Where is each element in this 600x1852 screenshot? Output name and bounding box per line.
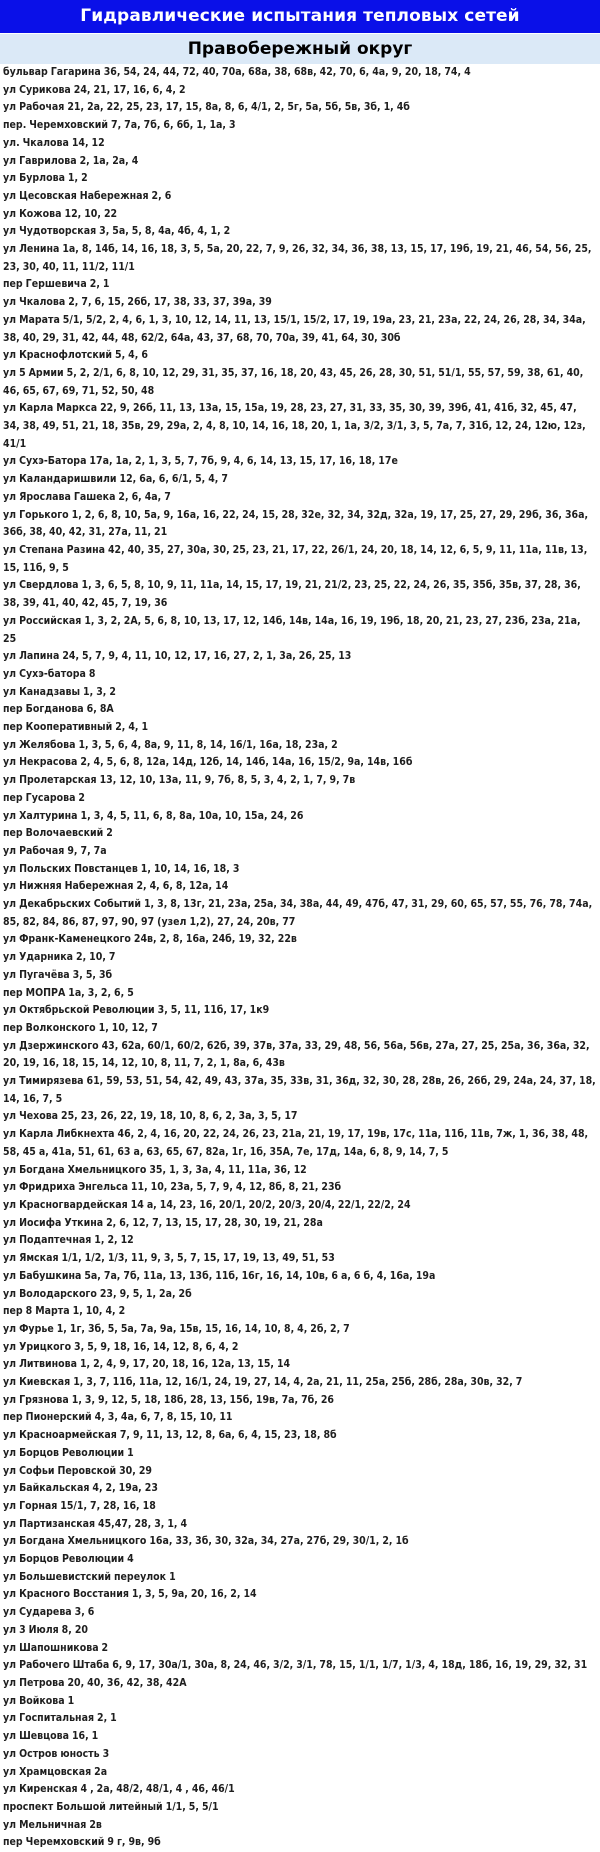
street-row: ул Цесовская Набережная 2, 6 — [3, 189, 172, 202]
street-row: ул Сурикова 24, 21, 17, 16, 6, 4, 2 — [3, 83, 186, 96]
street-row: ул Шапошникова 2 — [3, 1641, 109, 1654]
page-title: Гидравлические испытания тепловых сетей — [0, 0, 600, 34]
street-row: пер Волочаевский 2 — [3, 827, 113, 840]
street-row: ул Войкова 1 — [3, 1694, 75, 1707]
street-row: пер Пионерский 4, 3, 4а, 6, 7, 8, 15, 10, 11 — [3, 1411, 233, 1424]
street-row: ул Кожова 12, 10, 22 — [3, 207, 118, 220]
street-row: ул Российская 1, 3, 2, 2А, 5, 6, 8, 10, 13, 17, 12, 14б, 14в, 14а, 16, 19, 19б, 18, 20, 21, 23, 27, 23б, 23а, 21а, 25 — [3, 614, 581, 645]
street-row: ул Храмцовская 2а — [3, 1765, 108, 1778]
street-row: ул Подаптечная 1, 2, 12 — [3, 1234, 134, 1247]
street-row: бульвар Гагарина 36, 54, 24, 44, 72, 40, 70а, 68а, 38, 68в, 42, 70, 6, 4а, 9, 20, 18, 74, 4 — [3, 66, 471, 78]
street-row: ул Октябрьской Революции 3, 5, 11, 11б, 17, 1к9 — [3, 1004, 270, 1017]
street-row: ул Пугачёва 3, 5, 3б — [3, 968, 113, 981]
street-row: ул Свердлова 1, 3, 6, 5, 8, 10, 9, 11, 11а, 14, 15, 17, 19, 21, 21/2, 23, 25, 22, 24, 26, 35, 35б, 35в, 37, 28, 36, 38, 39, 41, 40, 42, 45, 7, 19, 36 — [3, 579, 581, 610]
street-row: ул Фурье 1, 1г, 3б, 5, 5а, 7а, 9а, 15в, 15, 16, 14, 10, 8, 4, 2б, 2, 7 — [3, 1322, 350, 1335]
street-row: ул Карла Маркса 22, 9, 26б, 11, 13, 13а, 15, 15а, 19, 28, 23, 27, 31, 33, 35, 30, 39, 39б, 41, 41б, 32, 45, 47, 34, 38, 49, 51, 21, 18, 35в, 29, 29а, 2, 4, 8, 10, 14, 16, 18, 20, 1, 1а, 3/2, 3/1, 3, 5, 7а, 7, 31б, 12, 24, 12ю, 12з, 41/1 — [3, 402, 586, 450]
street-row: ул Шевцова 16, 1 — [3, 1730, 99, 1743]
street-row: ул Карла Либкнехта 46, 2, 4, 16, 20, 22, 24, 26, 23, 21а, 21, 19, 17, 19в, 17с, 11а, 11б, 11в, 7ж, 1, 36, 38, 48, 58, 45 а, 41а, 51, 61, 63 а, 63, 65, 67, 82а, 1г, 1б, 35А, 7е, 17д, 14а, 6, 8, 9, 14, 7, 5 — [3, 1128, 589, 1158]
street-row: ул Рабочая 9, 7, 7а — [3, 844, 107, 857]
street-row: пер Черемховский 9 г, 9в, 9б — [3, 1836, 161, 1849]
street-row: ул Красноармейская 7, 9, 11, 13, 12, 8, 6а, 6, 4, 15, 23, 18, 8б — [3, 1429, 337, 1442]
street-row: ул Рабочая 21, 2а, 22, 25, 23, 17, 15, 8а, 8, 6, 4/1, 2, 5г, 5а, 5б, 5в, 3б, 1, 4б — [3, 101, 410, 114]
street-row: ул Киевская 1, 3, 7, 11б, 11а, 12, 16/1, 24, 19, 27, 14, 4, 2а, 21, 11, 25а, 25б, 28б, 28а, 30в, 32, 7 — [3, 1376, 523, 1389]
street-row: пер. Черемховский 7, 7а, 7б, 6, 6б, 1, 1а, 3 — [3, 119, 236, 132]
street-row: ул Урицкого 3, 5, 9, 18, 16, 14, 12, 8, 6, 4, 2 — [3, 1340, 239, 1353]
street-row: ул Борцов Революции 1 — [3, 1446, 134, 1459]
street-row: ул Краснофлотский 5, 4, 6 — [3, 349, 148, 362]
street-row: ул Ленина 1а, 8, 14б, 14, 16, 18, 3, 5, 5а, 20, 22, 7, 9, 26, 32, 34, 36, 38, 13, 15, 17, 19б, 19, 21, 46, 54, 56, 25, 23, 30, 40, 11, 11/2, 11/1 — [3, 243, 592, 273]
street-list — [0, 64, 600, 1852]
street-row: ул 3 Июля 8, 20 — [3, 1623, 88, 1636]
street-row: ул Чудотворская 3, 5а, 5, 8, 4а, 4б, 4, 1, 2 — [3, 225, 231, 238]
street-row: ул Петрова 20, 40, 36, 42, 38, 42А — [3, 1676, 187, 1689]
street-row: ул Остров юность 3 — [3, 1747, 110, 1760]
street-row: ул Бурлова 1, 2 — [3, 172, 88, 185]
street-row: ул Мельничная 2в — [3, 1818, 102, 1831]
street-row: пер МОПРА 1а, 3, 2, 6, 5 — [3, 986, 134, 999]
street-row: ул Пролетарская 13, 12, 10, 13а, 11, 9, 7б, 8, 5, 3, 4, 2, 1, 7, 9, 7в — [3, 774, 356, 787]
street-row: пер 8 Марта 1, 10, 4, 2 — [3, 1305, 126, 1318]
street-row: ул Литвинова 1, 2, 4, 9, 17, 20, 18, 16, 12а, 13, 15, 14 — [3, 1358, 291, 1371]
street-row: ул Володарского 23, 9, 5, 1, 2а, 2б — [3, 1287, 192, 1300]
street-row: ул Бабушкина 5а, 7а, 7б, 11а, 13, 13б, 11б, 16г, 16, 14, 10в, 6 а, 6 б, 4, 16а, 19а — [3, 1269, 436, 1282]
street-row: ул Киренская 4 , 2а, 48/2, 48/1, 4 , 46, 46/1 — [3, 1783, 235, 1796]
street-row: ул Рабочего Штаба 6, 9, 17, 30а/1, 30а, 8, 24, 46, 3/2, 3/1, 78, 15, 1/1, 1/7, 1/3, 4, 18д, 18б, 16, 19, 29, 32, 31 — [3, 1659, 588, 1672]
street-row: пер Богданова 6, 8А — [3, 703, 114, 716]
street-row: ул Ударника 2, 10, 7 — [3, 951, 116, 964]
street-row: ул. Чкалова 14, 12 — [3, 136, 105, 149]
street-row: ул Фридриха Энгельса 11, 10, 23а, 5, 7, 9, 4, 12, 8б, 8, 21, 23б — [3, 1181, 342, 1194]
street-row: проспект Большой литейный 1/1, 5, 5/1 — [3, 1800, 219, 1813]
street-row: ул Желябова 1, 3, 5, 6, 4, 8а, 9, 11, 8, 14, 16/1, 16а, 18, 23а, 2 — [3, 738, 338, 751]
street-row: ул Степана Разина 42, 40, 35, 27, 30а, 30, 25, 23, 21, 17, 22, 26/1, 24, 20, 18, 14, 12, 6, 5, 9, 11, 11а, 11в, 13, 15, 11б, 9, 5 — [3, 543, 588, 574]
street-row: ул Каландаришвили 12, 6а, 6, 6/1, 5, 4, 7 — [3, 473, 228, 486]
street-row: пер Волконского 1, 10, 12, 7 — [3, 1021, 158, 1034]
street-row: ул Сухэ-батора 8 — [3, 667, 96, 680]
street-row: ул Чехова 25, 23, 26, 22, 19, 18, 10, 8, 6, 2, 3а, 3, 5, 17 — [3, 1110, 298, 1123]
street-row: ул Чкалова 2, 7, 6, 15, 26б, 17, 38, 33, 37, 39а, 39 — [3, 296, 272, 309]
street-row: пер Гусарова 2 — [3, 791, 85, 804]
street-row: ул Декабрьских Событий 1, 3, 8, 13г, 21, 23а, 25а, 34, 38а, 44, 49, 47б, 47, 31, 29, 60, 65, 57, 55, 76, 78, 74а, 85, 82, 84, 86, 87, 97, 90, 97 (узел 1,2), 27, 24, 20в, 77 — [3, 898, 593, 928]
street-row: ул Софьи Перовской 30, 29 — [3, 1464, 152, 1477]
street-row: ул Красногвардейская 14 а, 14, 23, 16, 20/1, 20/2, 20/3, 20/4, 22/1, 22/2, 24 — [3, 1199, 411, 1211]
street-row: ул Дзержинского 43, 62а, 60/1, 60/2, 62б, 39, 37в, 37а, 33, 29, 48, 56, 56а, 56в, 27а, 27, 25, 25а, 36, 36а, 32, 20, 19, 16, 18, 15, 14, 12, 10, 8, 11, 7, 2, 1, 8а, 6, 43в — [3, 1039, 590, 1070]
street-row: ул Гаврилова 2, 1а, 2а, 4 — [3, 154, 139, 167]
street-row: пер Гершевича 2, 1 — [3, 278, 110, 291]
street-row: ул Франк-Каменецкого 24в, 2, 8, 16а, 24б, 19, 32, 22в — [3, 933, 297, 946]
street-row: ул Нижняя Набережная 2, 4, 6, 8, 12а, 14 — [3, 880, 229, 893]
street-row: ул Партизанская 45,47, 28, 3, 1, 4 — [3, 1517, 188, 1530]
street-row: ул Госпитальная 2, 1 — [3, 1712, 117, 1725]
street-row: ул Иосифа Уткина 2, 6, 12, 7, 13, 15, 17, 28, 30, 19, 21, 28а — [3, 1216, 323, 1229]
street-row: ул Богдана Хмельницкого 35, 1, 3, 3а, 4, 11, 11а, 36, 12 — [3, 1163, 307, 1176]
street-row: ул Большевистский переулок 1 — [3, 1570, 176, 1583]
street-row: ул Некрасова 2, 4, 5, 6, 8, 12а, 14д, 12б, 14, 14б, 14а, 16, 15/2, 9а, 14в, 16б — [3, 756, 413, 769]
street-row: ул Халтурина 1, 3, 4, 5, 11, 6, 8, 8а, 10а, 10, 15а, 24, 26 — [3, 809, 304, 822]
street-row: ул Тимирязева 61, 59, 53, 51, 54, 42, 49, 43, 37а, 35, 33в, 31, 36д, 32, 30, 28, 28в, 26, 26б, 29, 24а, 24, 37, 18, 14, 16, 7, 5 — [3, 1075, 596, 1105]
street-row: ул Богдана Хмельницкого 16а, 33, 3б, 30, 32а, 34, 27а, 27б, 29, 30/1, 2, 1б — [3, 1535, 409, 1548]
street-row: ул Польских Повстанцев 1, 10, 14, 16, 18, 3 — [3, 862, 240, 875]
street-row: ул Канадзавы 1, 3, 2 — [3, 685, 116, 698]
street-row: ул Красного Восстания 1, 3, 5, 9а, 20, 16, 2, 14 — [3, 1588, 257, 1601]
street-row: ул Лапина 24, 5, 7, 9, 4, 11, 10, 12, 17, 16, 27, 2, 1, 3а, 26, 25, 13 — [3, 650, 352, 663]
street-row: ул Ямская 1/1, 1/2, 1/3, 11, 9, 3, 5, 7, 15, 17, 19, 13, 49, 51, 53 — [3, 1252, 335, 1265]
street-row: ул Горького 1, 2, 6, 8, 10, 5а, 9, 16а, 16, 22, 24, 15, 28, 32е, 32, 34, 32д, 32а, 19, 17, 25, 27, 29, 29б, 36, 36а, 36б, 38, 40, 42, 31, 27а, 11, 21 — [3, 508, 589, 539]
street-row: ул 5 Армии 5, 2, 2/1, 6, 8, 10, 12, 29, 31, 35, 37, 16, 18, 20, 43, 45, 26, 28, 30, 51, 51/1, 55, 57, 59, 38, 61, 40, 46, 65, 67, 69, 71, 52, 50, 48 — [3, 366, 584, 397]
street-row: ул Горная 15/1, 7, 28, 16, 18 — [3, 1499, 156, 1512]
street-row: ул Сухэ-Батора 17а, 1а, 2, 1, 3, 5, 7, 7б, 9, 4, 6, 14, 13, 15, 17, 16, 18, 17е — [3, 455, 398, 468]
street-row: ул Борцов Революции 4 — [3, 1553, 134, 1566]
district-header: Правобережный округ — [0, 34, 600, 64]
street-row: ул Байкальская 4, 2, 19а, 23 — [3, 1482, 158, 1495]
street-row: пер Кооперативный 2, 4, 1 — [3, 721, 149, 734]
street-row: ул Марата 5/1, 5/2, 2, 4, 6, 1, 3, 10, 12, 14, 11, 13, 15/1, 15/2, 17, 19, 19а, 23, 21, 23а, 22, 24, 26, 28, 34, 34а, 38, 40, 29, 31, 42, 44, 48, 62/2, 64а, 43, 37, 68, 70, 70а, 39, 41, 64, 30, 30б — [3, 313, 586, 344]
street-row: ул Ярослава Гашека 2, 6, 4а, 7 — [3, 490, 171, 503]
street-row: ул Сударева 3, 6 — [3, 1606, 95, 1619]
street-row: ул Грязнова 1, 3, 9, 12, 5, 18, 18б, 28, 13, 15б, 19в, 7а, 7б, 26 — [3, 1393, 334, 1406]
